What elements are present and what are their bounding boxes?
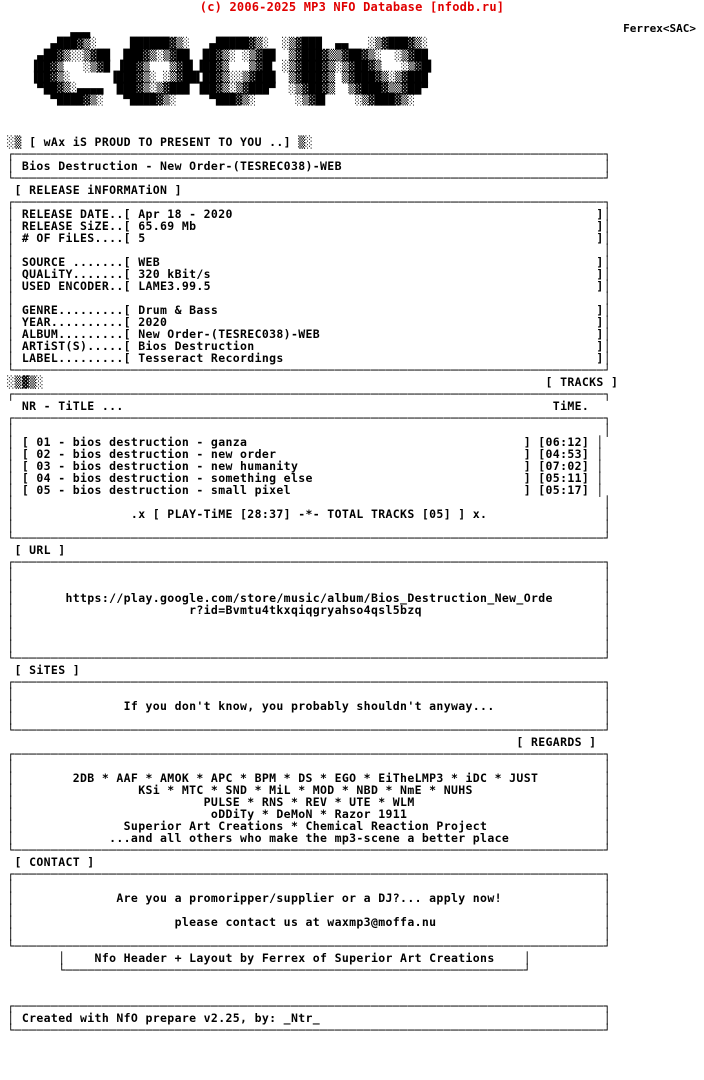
nfo-line: │ │ <box>0 903 611 917</box>
nfo-line: ┌─────────────────────────────────────────────────────────────────────────────────┐ <box>0 555 611 569</box>
nfo-line: [ REGARDS ] <box>0 735 597 749</box>
nfo-line: │ [ 05 - bios destruction - small pixel ] [05:17] │ <box>0 483 604 497</box>
nfo-line: [ SiTES ] <box>0 663 81 677</box>
nfo-line: │ [ 03 - bios destruction - new humanity ] [07:02] │ <box>0 459 604 473</box>
nfo-line: │ oDDiTy * DeMoN * Razor 1911 │ <box>0 807 611 821</box>
nfo-line: │ PULSE * RNS * REV * UTE * WLM │ <box>0 795 611 809</box>
nfo-line: │ │ <box>0 423 611 437</box>
nfo-line: │ │ <box>0 687 611 701</box>
nfo-line: │ 2DB * AAF * AMOK * APC * BPM * DS * EGO * EiTheLMP3 * iDC * JUST │ <box>0 771 611 785</box>
nfo-line: │ LABEL.........[ Tesseract Recordings ]│ <box>0 351 611 365</box>
ascii-art-line: ▐██▓▒░ ▐███▓▒░ ░▒▓██▌██▓▒░░▒▓███ ▒▓███▓▒ ▒▓███▓▒░▒▓███ <box>30 71 455 85</box>
ascii-art-line: ▄██▓▒░░▒▓██ ███▓▒░▒▓██ ██▓▒░ ░▒▓██ ▒▓███▓▒▒▓██▓▒░ ░▒▓██ <box>30 48 455 62</box>
nfo-line: ┌─────────────────────────────────────────────────────────────────────────────────┐ <box>0 675 611 689</box>
nfo-line: │ │ <box>0 759 611 773</box>
nfo-line: └───────────────────────────────────────────────────────────────┘ <box>0 963 531 977</box>
nfo-line: └─────────────────────────────────────────────────────────────────────────────────┘ <box>0 651 611 665</box>
nfo-line: │ [ 01 - bios destruction - ganza ] [06:12] │ <box>0 435 604 449</box>
nfo-line: └─────────────────────────────────────────────────────────────────────────────────┘ <box>0 363 611 377</box>
ascii-art-line: ▐██▓▒ ░▒▓█ ▐██▓▒ ▒▓█▌▐██▓▒ ▒▓█▌ ░▒▓███▓▒░▒▓██▓▒ ░▒▓█▌ <box>30 59 455 73</box>
nfo-line: ┌─────────────────────────────────────────────────────────────────────────────────┐ <box>0 999 611 1013</box>
nfo-line: ░▒ [ wAx iS PROUD TO PRESENT TO YOU ..] ▒░ <box>0 135 313 149</box>
nfo-line: │ │ <box>0 243 611 257</box>
nfo-line: │ please contact us at waxmp3@moffa.nu │ <box>0 915 611 929</box>
nfo-line: │ │ <box>0 615 611 629</box>
nfo-line: └─────────────────────────────────────────────────────────────────────────────────┘ <box>0 1023 611 1037</box>
nfo-line: │ YEAR..........[ 2020 ]│ <box>0 315 611 329</box>
nfo-line: └─────────────────────────────────────────────────────────────────────────────────┘ <box>0 939 611 953</box>
ascii-art-line: ▀██▓▒░▄▄▄▄ ███▓▒░▒▓███ ▐██▓▒░▒▓███▀ ░▒▓██▓▒ ▒▓███▓▒▒▓██▀ <box>30 82 461 96</box>
nfo-line: │ .x [ PLAY-TiME [28:37] -*- TOTAL TRACKS [05] ] x. │ <box>0 507 611 521</box>
nfo-line: │ Bios Destruction - New Order-(TESREC038)-WEB │ <box>0 159 611 173</box>
nfo-line: │ QUALiTY.......[ 320 kBit/s ]│ <box>0 267 611 281</box>
nfo-line: │ [ 02 - bios destruction - new order ] [04:53] │ <box>0 447 604 461</box>
nfo-line: │ │ <box>0 495 611 509</box>
nfo-line: ┌─────────────────────────────────────────────────────────────────────────────────┐ <box>0 147 611 161</box>
nfo-line: │ Superior Art Creations * Chemical Reaction Project │ <box>0 819 611 833</box>
nfo-line: │ https://play.google.com/store/music/album/Bios_Destruction_New_Orde │ <box>0 591 611 605</box>
nfo-line: │ RELEASE SiZE..[ 65.69 Mb ]│ <box>0 219 611 233</box>
nfo-line: │ RELEASE DATE..[ Apr 18 - 2020 ]│ <box>0 207 611 221</box>
nfo-line: ┌─────────────────────────────────────────────────────────────────────────────────┐ <box>0 867 611 881</box>
ascii-art-line: ▄███▓▒░ ██████▓▒░ ▄█████▓▒░ ░▒▓███ ▄▄ ░▒▓███▓▒░ <box>30 37 455 51</box>
nfo-line: └─────────────────────────────────────────────────────────────────────────────────┘ <box>0 531 611 545</box>
nfo-body <box>0 136 704 1036</box>
nfo-line: │ ARTiST(S).....[ Bios Destruction ]│ <box>0 339 611 353</box>
nfo-line: ┌─────────────────────────────────────────────────────────────────────────────────┐ <box>0 387 611 401</box>
nfo-line: └─────────────────────────────────────────────────────────────────────────────────┘ <box>0 723 611 737</box>
ascii-art-logo <box>4 16 704 117</box>
nfo-line: │ If you don't know, you probably shouldn't anyway... │ <box>0 699 611 713</box>
nfo-line: │ USED ENCODER..[ LAME3.99.5 ]│ <box>0 279 611 293</box>
logo-artist-credit: Ferrex<SAC> <box>623 22 696 35</box>
nfo-line: │ │ <box>0 627 611 641</box>
nfo-line: │ Are you a promoripper/supplier or a DJ?... apply now! │ <box>0 891 611 905</box>
ascii-art-line: ▀████▓▒░ ▀████▓▒░ ▀███▓▒░ ░▒▓█▌ ░▒▓███▓▒░ <box>30 93 455 107</box>
nfodb-watermark: (c) 2006-2025 MP3 NFO Database [nfodb.ru] <box>199 0 505 14</box>
nfo-line: │ r?id=Bvmtu4tkxqiqgryahso4qsl5bzq │ <box>0 603 611 617</box>
nfo-line: ┌─────────────────────────────────────────────────────────────────────────────────┐ <box>0 195 611 209</box>
nfo-line: │ Created with NfO prepare v2.25, by: _Ntr_ │ <box>0 1011 611 1025</box>
nfo-line: │ │ <box>0 579 611 593</box>
nfo-line: ░▒▓▒░ [ TRACKS ] <box>0 375 626 389</box>
nfo-line: │ KSi * MTC * SND * MiL * MOD * NBD * NmE * NUHS │ <box>0 783 611 797</box>
nfo-line: NR - TiTLE ... TiME. <box>0 399 590 413</box>
nfo-line: │ Nfo Header + Layout by Ferrex of Superior Art Creations │ <box>0 951 531 965</box>
nfo-line: │ │ <box>0 519 611 533</box>
nfo-line: [ URL ] <box>0 543 66 557</box>
nfo-line: └─────────────────────────────────────────────────────────────────────────────────┘ <box>0 843 611 857</box>
nfo-line: │ │ <box>0 639 611 653</box>
nfo-line: │ GENRE.........[ Drum & Bass ]│ <box>0 303 611 317</box>
nfo-line: │ ALBUM.........[ New Order-(TESREC038)-WEB ]│ <box>0 327 611 341</box>
nfo-line: [ CONTACT ] <box>0 855 95 869</box>
nfo-line: │ # OF FiLES....[ 5 ]│ <box>0 231 611 245</box>
nfo-line: └─────────────────────────────────────────────────────────────────────────────────┘ <box>0 171 611 185</box>
nfo-line: ┌─────────────────────────────────────────────────────────────────────────────────┐ <box>0 747 611 761</box>
nfo-line: │ │ <box>0 291 611 305</box>
nfo-line <box>0 976 704 988</box>
nfo-line: │ │ <box>0 879 611 893</box>
nfo-line: │ ...and all others who make the mp3-scene a better place │ <box>0 831 611 845</box>
nfo-line: │ SOURCE .......[ WEB ]│ <box>0 255 611 269</box>
nfo-line: │ │ <box>0 711 611 725</box>
ascii-art-line: ▄▄▄ <box>30 26 455 40</box>
nfo-line: │ │ <box>0 927 611 941</box>
nfo-line: [ RELEASE iNFORMATiON ] <box>0 183 182 197</box>
nfo-line: │ │ <box>0 567 611 581</box>
nfo-line: ┌─────────────────────────────────────────────────────────────────────────────────┐ <box>0 411 611 425</box>
nfo-line: │ [ 04 - bios destruction - something else ] [05:11] │ <box>0 471 604 485</box>
